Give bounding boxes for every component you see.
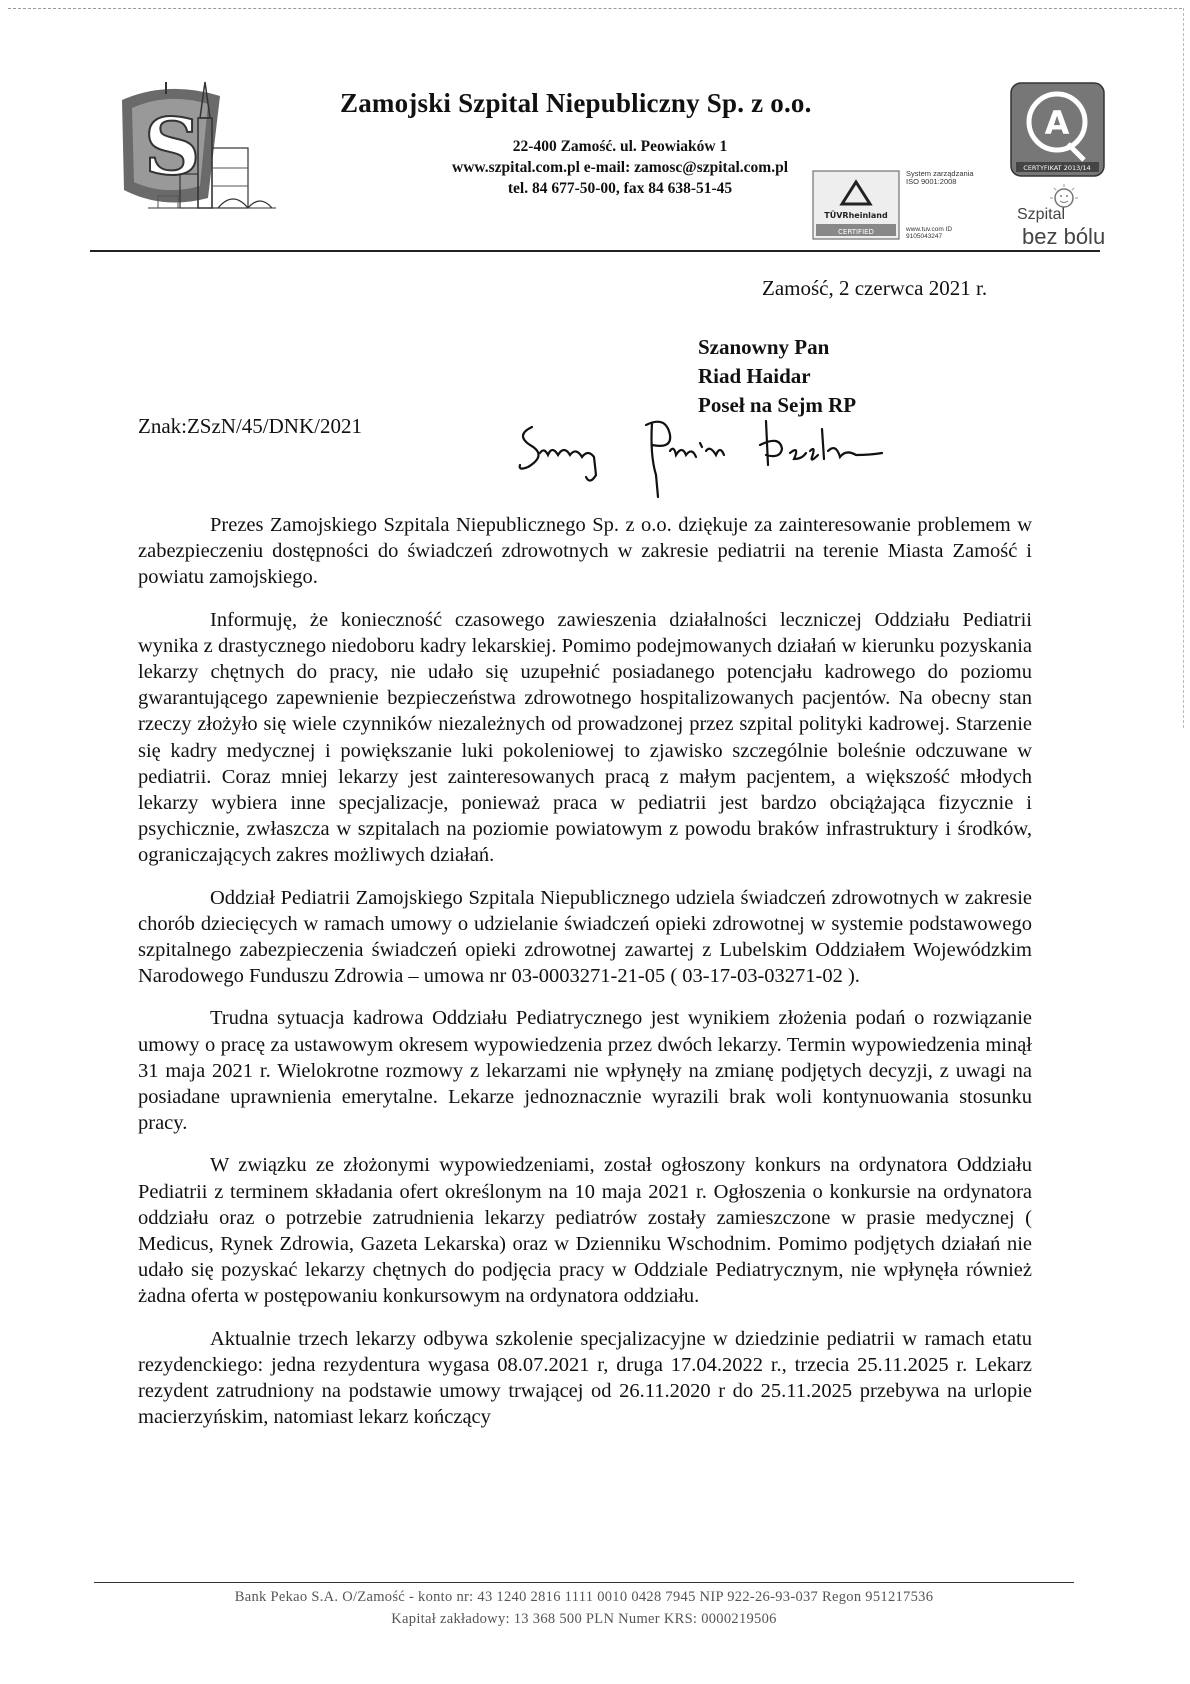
tuv-certification-logo [812,170,900,240]
letter-body [138,512,1032,1447]
organization-contact [400,136,840,199]
footer-capital-krs: Kapitał zakładowy: 13 368 500 PLN Numer KRS: 0000219506 [391,1611,777,1627]
badge-bez-bolu-label: bez bólu [1022,224,1106,249]
addressee-title: Poseł na Sejm RP [698,393,857,417]
footer-bank-details: Bank Pekao S.A. O/Zamość - konto nr: 43 1240 2816 1111 0010 0428 7945 NIP 922-26-93-037 Regon 951217536 [234,1589,934,1605]
addressee-salutation: Szanowny Pan [698,335,830,359]
svg-text:A: A [1044,104,1070,142]
letter-paragraph: Aktualnie trzech lekarzy odbywa szkolenie specjalizacyjne w dziedzinie pediatrii w ramach etatu rezydenckiego: jedna rezydentura wygasa 08.07.2021 r, druga 17.04.2022 r., trzecia 25.11.2025 r. Lekarz rezydent zatrudniony na podstawie umowy trwającej od 26.11.2020 r do 25.11.2025 przebywa na urlopie macierzyńskim, natomiast lekarz kończący [138,1327,1032,1429]
letter-paragraph: Trudna sytuacja kadrowa Oddziału Pediatrycznego jest wynikiem złożenia podań o rozwiązanie umowy o pracę za ustawowym okresem wypowiedzenia przez dwóch lekarzy. Termin wypowiedzenia minął 31 maja 2021 r. Wielokrotne rozmowy z lekarzami nie wpłynęły na zmianę podjętych decyzji, z uwagi na posiadane uprawnienia emerytalne. Lekarze jednoznacznie wyrazili brak woli kontynuowania stosunku pracy. [138,1007,1032,1135]
letter-footer [94,1586,1074,1630]
handwritten-annotation [510,415,910,515]
organization-name: Zamojski Szpital Niepubliczny Sp. z o.o. [340,88,812,118]
tuv-web-id: www.tuv.com ID 9105043247 [906,226,953,240]
addressee-name: Riad Haidar [698,364,811,388]
scan-top-border [8,8,1182,9]
hospital-logo [108,78,276,228]
header-divider [90,250,1100,252]
tuv-certified-badge: CERTIFIED [838,228,874,236]
quality-certificate-badge: CERTYFIKAT 2013/14 [1023,164,1091,172]
svg-text:S: S [144,102,201,193]
reference-number: Znak:ZSzN/45/DNK/2021 [138,414,362,438]
quality-certificate-logo [1010,82,1105,177]
organization-web-email: www.szpital.com.pl e-mail: zamosc@szpital.com.pl [452,159,788,176]
badge-szpital-label: Szpital [1017,206,1066,223]
scan-right-border [1183,8,1184,728]
footer-divider [94,1582,1074,1583]
iso-system-note: System zarządzania ISO 9001:2008 [906,169,974,186]
organization-phones: tel. 84 677-50-00, fax 84 638-51-45 [507,180,733,197]
letter-paragraph: Oddział Pediatrii Zamojskiego Szpitala Niepublicznego udziela świadczeń zdrowotnych w zakresie chorób dziecięcych w ramach umowy o udzielanie świadczeń opieki zdrowotnej w systemie podstawowego szpitalnego zabezpieczenia świadczeń opieki zdrowotnej zawartej z Lubelskim Oddziałem Wojewódzkim Narodowego Funduszu Zdrowia – umowa nr 03-0003271-21-05 ( 03-17-03-03271-02 ). [138,886,1032,988]
letter-addressee [698,333,856,420]
letter-paragraph: Informuję, że konieczność czasowego zawieszenia działalności leczniczej Oddziału Pediatrii wynika z drastycznego niedoboru kadry lekarskiej. Pomimo podejmowanych działań w kierunku pozyskania lekarzy chętnych do pracy, nie udało się uzupełnić posiadanego potencjału kadrowego do poziomu gwarantującego zapewnienie bezpieczeństwa zdrowotnego hospitalizowanych pacjentów. Na obecny stan rzeczy złożyło się wiele czynników niezależnych od prowadzonej przez szpital polityki kadrowej. Starzenie się kadry medycznej i powiększanie luki pokoleniowej to zjawisko szczególnie boleśnie odczuwane w pediatrii. Coraz mniej lekarzy jest zainteresowanych pracą z małym pacjentem, a większość młodych lekarzy wybiera inne specjalizacje, ponieważ praca w pediatrii jest bardzo obciążająca fizycznie i psychicznie, zwłaszcza w szpitalach na poziomie powiatowym z powodu braków infrastruktury i środków, ograniczających zakres możliwych działań. [138,608,1032,867]
letter-paragraph: Prezes Zamojskiego Szpitala Niepublicznego Sp. z o.o. dziękuje za zainteresowanie problemem w zabezpieczeniu dostępności do świadczeń zdrowotnych w zakresie pediatrii na terenie Miasta Zamość i powiatu zamojskiego. [138,514,1032,589]
letter-date: Zamość, 2 czerwca 2021 r. [762,276,988,300]
letter-paragraph: W związku ze złożonymi wypowiedzeniami, został ogłoszony konkurs na ordynatora Oddziału Pediatrii z terminem składania ofert określonym na 10 maja 2021 r. Ogłoszenia o konkursie na ordynatora oddziału oraz o potrzebie zatrudnienia lekarzy pediatrów zostały zamieszczone w prasie medycznej ( Medicus, Rynek Zdrowia, Gazeta Lekarska) oraz w Dzienniku Wschodnim. Pomimo podjętych działań nie udało się pozyskać lekarzy chętnych do podjęcia pracy w Oddziale Pediatrycznym, nie wpłynęła również żadna oferta w postępowaniu konkursowym na ordynatora oddziału. [138,1154,1032,1308]
organization-address: 22-400 Zamość. ul. Peowiaków 1 [512,138,728,155]
tuv-name: TÜVRheinland [824,211,888,220]
